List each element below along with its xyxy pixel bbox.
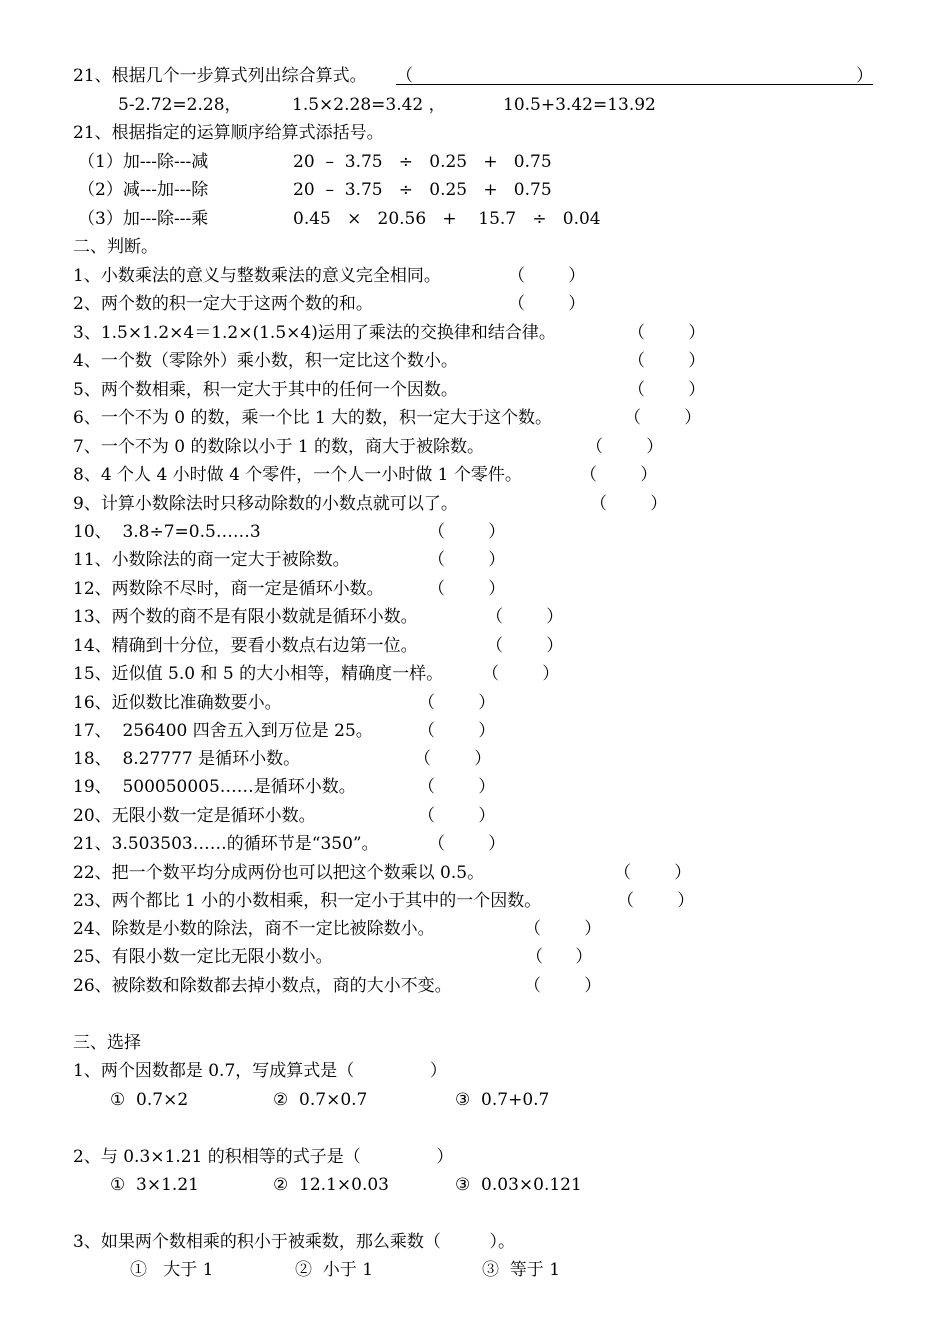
judge-item-25: 25、有限小数一定比无限小数小。 <box>73 947 333 967</box>
judge-answer-5[interactable]: （ ） <box>628 380 706 400</box>
judge-item-14: 14、精确到十分位，要看小数点右边第一位。 <box>73 636 418 656</box>
choice-1-option-1[interactable]: ① 0.7×2 <box>110 1090 189 1110</box>
order-label-3: （3）加---除---乘 <box>78 209 209 229</box>
choice-2-option-1[interactable]: ① 3×1.21 <box>110 1175 199 1195</box>
judge-item-7: 7、一个不为 0 的数除以小于 1 的数，商大于被除数。 <box>73 437 485 457</box>
judge-answer-1[interactable]: （ ） <box>508 266 586 286</box>
choice-2-option-2[interactable]: ② 12.1×0.03 <box>273 1175 389 1195</box>
choice-question-3: 3、如果两个数相乘的积小于被乘数，那么乘数（ ）。 <box>73 1232 515 1252</box>
choice-question-1: 1、两个因数都是 0.7，写成算式是（ ） <box>73 1061 447 1081</box>
judge-item-1: 1、小数乘法的意义与整数乘法的意义完全相同。 <box>73 266 441 286</box>
order-expression-2: 20 – 3.75 ÷ 0.25 + 0.75 <box>293 180 552 200</box>
judge-item-6: 6、一个不为 0 的数，乘一个比 1 大的数，积一定大于这个数。 <box>73 408 553 428</box>
choice-2-option-3[interactable]: ③ 0.03×0.121 <box>455 1175 582 1195</box>
question-21a: 21、根据几个一步算式列出综合算式。 <box>73 66 367 86</box>
judge-item-17: 17、 256400 四舍五入到万位是 25。 <box>73 721 373 741</box>
judge-answer-22[interactable]: （ ） <box>614 863 692 883</box>
choice-1-option-2[interactable]: ② 0.7×0.7 <box>273 1090 368 1110</box>
judge-item-24: 24、除数是小数的除法，商不一定比被除数小。 <box>73 919 435 939</box>
judge-item-13: 13、两个数的商不是有限小数就是循环小数。 <box>73 607 418 627</box>
judge-answer-13[interactable]: （ ） <box>486 607 564 627</box>
order-expression-1: 20 – 3.75 ÷ 0.25 + 0.75 <box>293 152 552 172</box>
judge-answer-17[interactable]: （ ） <box>418 721 496 741</box>
judge-item-18: 18、 8.27777 是循环小数。 <box>73 749 301 769</box>
judge-answer-4[interactable]: （ ） <box>628 351 706 371</box>
judge-item-26: 26、被除数和除数都去掉小数点，商的大小不变。 <box>73 976 452 996</box>
judge-item-16: 16、近似数比准确数要小。 <box>73 693 282 713</box>
judge-answer-20[interactable]: （ ） <box>418 806 496 826</box>
judge-answer-18[interactable]: （ ） <box>414 749 492 769</box>
question-21b: 21、根据指定的运算顺序给算式添括号。 <box>73 123 384 143</box>
step-expression-1: 5-2.72=2.28， <box>118 95 242 115</box>
judge-item-21: 21、3.503503……的循环节是“350”。 <box>73 834 379 854</box>
judge-item-10: 10、 3.8÷7=0.5……3 <box>73 522 261 542</box>
step-expression-2: 1.5×2.28=3.42 ， <box>292 95 446 115</box>
judge-answer-11[interactable]: （ ） <box>428 550 506 570</box>
judge-answer-7[interactable]: （ ） <box>586 437 664 457</box>
judge-item-20: 20、无限小数一定是循环小数。 <box>73 806 316 826</box>
judge-item-12: 12、两数除不尽时，商一定是循环小数。 <box>73 579 384 599</box>
judge-item-3: 3、1.5×1.2×4＝1.2×(1.5×4)运用了乘法的交换律和结合律。 <box>73 323 556 343</box>
judge-item-19: 19、 500050005……是循环小数。 <box>73 777 356 797</box>
judge-answer-10[interactable]: （ ） <box>428 522 506 542</box>
judge-answer-2[interactable]: （ ） <box>508 294 586 314</box>
judge-item-11: 11、小数除法的商一定大于被除数。 <box>73 550 350 570</box>
judge-answer-12[interactable]: （ ） <box>428 579 506 599</box>
judge-item-15: 15、近似值 5.0 和 5 的大小相等，精确度一样。 <box>73 664 444 684</box>
judge-item-23: 23、两个都比 1 小的小数相乘，积一定小于其中的一个因数。 <box>73 891 542 911</box>
judge-answer-21[interactable]: （ ） <box>428 834 506 854</box>
judge-answer-24[interactable]: （ ） <box>524 919 602 939</box>
order-expression-3: 0.45 × 20.56 + 15.7 ÷ 0.04 <box>293 209 601 229</box>
order-label-1: （1）加---除---减 <box>78 152 209 172</box>
order-label-2: （2）减---加---除 <box>78 180 209 200</box>
judge-answer-14[interactable]: （ ） <box>486 636 564 656</box>
choice-3-option-1[interactable]: ① 大于 1 <box>130 1260 214 1280</box>
section-heading-choice: 三、选择 <box>73 1033 141 1053</box>
answer-blank[interactable]: （ ） <box>396 66 874 86</box>
judge-answer-8[interactable]: （ ） <box>580 465 658 485</box>
choice-3-option-3[interactable]: ③ 等于 1 <box>482 1260 561 1280</box>
judge-answer-6[interactable]: （ ） <box>624 408 702 428</box>
judge-item-2: 2、两个数的积一定大于这两个数的和。 <box>73 294 373 314</box>
judge-answer-25[interactable]: （ ） <box>526 947 593 967</box>
choice-3-option-2[interactable]: ② 小于 1 <box>295 1260 374 1280</box>
choice-1-option-3[interactable]: ③ 0.7+0.7 <box>455 1090 550 1110</box>
judge-item-4: 4、一个数（零除外）乘小数，积一定比这个数小。 <box>73 351 458 371</box>
judge-answer-3[interactable]: （ ） <box>628 323 706 343</box>
judge-item-8: 8、4 个人 4 小时做 4 个零件，一个人一小时做 1 个零件。 <box>73 465 522 485</box>
judge-answer-26[interactable]: （ ） <box>524 976 602 996</box>
step-expression-3: 10.5+3.42=13.92 <box>503 95 656 115</box>
judge-answer-23[interactable]: （ ） <box>617 891 695 911</box>
judge-answer-15[interactable]: （ ） <box>482 664 560 684</box>
judge-item-22: 22、把一个数平均分成两份也可以把这个数乘以 0.5。 <box>73 863 485 883</box>
judge-item-9: 9、计算小数除法时只移动除数的小数点就可以了。 <box>73 494 458 514</box>
judge-answer-9[interactable]: （ ） <box>590 494 668 514</box>
judge-item-5: 5、两个数相乘，积一定大于其中的任何一个因数。 <box>73 380 458 400</box>
judge-answer-16[interactable]: （ ） <box>418 693 496 713</box>
judge-answer-19[interactable]: （ ） <box>418 777 496 797</box>
choice-question-2: 2、与 0.3×1.21 的积相等的式子是（ ） <box>73 1147 454 1167</box>
section-heading-judge: 二、判断。 <box>73 237 158 257</box>
